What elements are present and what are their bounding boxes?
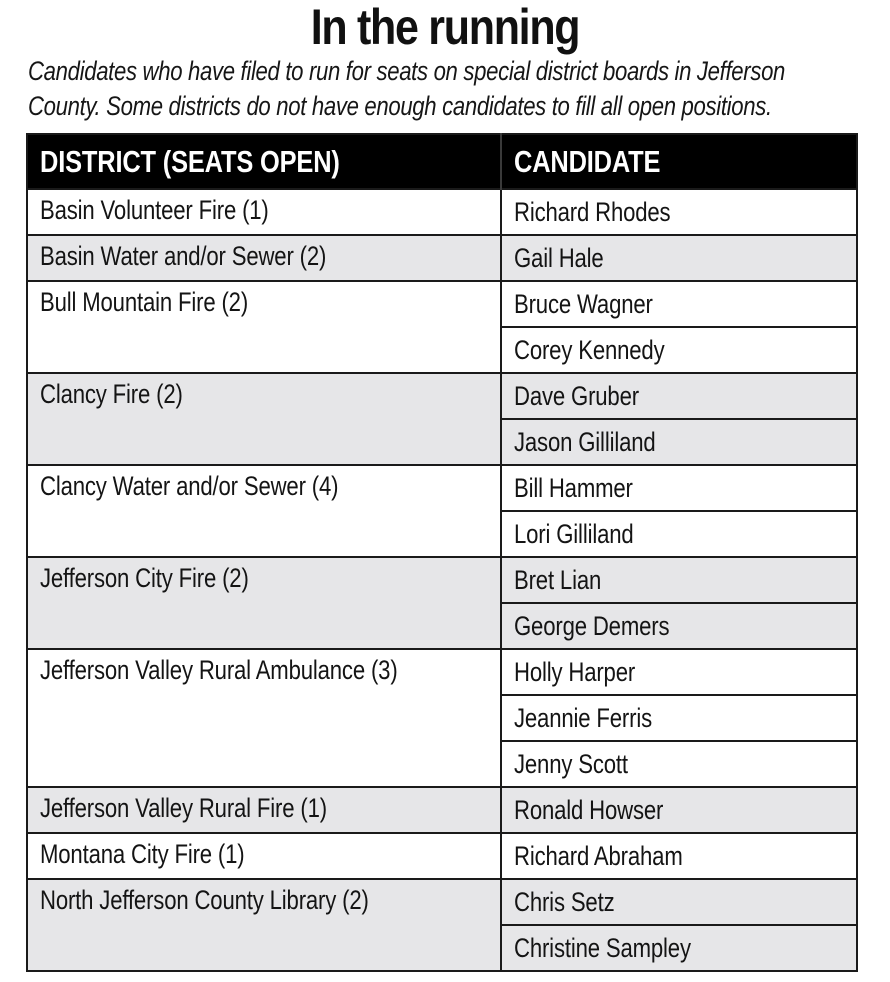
district-name: Clancy Water and/or Sewer (4)	[40, 471, 339, 501]
district-cell	[27, 879, 501, 971]
page-title: In the running	[310, 0, 580, 55]
table-row	[27, 557, 857, 603]
district-cell	[27, 281, 501, 373]
candidate-name: George Demers	[514, 611, 670, 641]
candidate-cell	[501, 419, 857, 465]
district-cell	[27, 833, 501, 879]
column-header-district	[27, 134, 501, 189]
district-cell	[27, 373, 501, 465]
district-name: Basin Volunteer Fire (1)	[40, 195, 269, 225]
candidate-name: Chris Setz	[514, 887, 615, 917]
candidate-cell	[501, 557, 857, 603]
district-cell	[27, 235, 501, 281]
candidate-cell	[501, 833, 857, 879]
candidates-table	[26, 133, 858, 972]
candidate-cell	[501, 603, 857, 649]
candidate-name: Richard Abraham	[514, 841, 683, 871]
table-row	[27, 833, 857, 879]
district-name: Basin Water and/or Sewer (2)	[40, 241, 327, 271]
district-cell	[27, 557, 501, 649]
table-row	[27, 235, 857, 281]
column-header-candidate	[501, 134, 857, 189]
table-row	[27, 189, 857, 235]
column-header-district-label: DISTRICT (SEATS OPEN)	[40, 143, 340, 179]
candidate-name: Christine Sampley	[514, 933, 691, 963]
candidate-cell	[501, 281, 857, 327]
district-cell	[27, 465, 501, 557]
candidate-cell	[501, 695, 857, 741]
district-name: Bull Mountain Fire (2)	[40, 287, 249, 317]
column-header-candidate-label: CANDIDATE	[514, 143, 661, 179]
district-name: North Jefferson County Library (2)	[40, 885, 369, 915]
candidate-cell	[501, 787, 857, 833]
table-row	[27, 373, 857, 419]
candidate-cell	[501, 511, 857, 557]
candidate-name: Corey Kennedy	[514, 335, 665, 365]
candidate-cell	[501, 879, 857, 925]
district-cell	[27, 787, 501, 833]
district-name: Jefferson Valley Rural Fire (1)	[40, 793, 327, 823]
candidate-cell	[501, 327, 857, 373]
candidate-cell	[501, 741, 857, 787]
candidate-cell	[501, 189, 857, 235]
candidate-name: Jeannie Ferris	[514, 703, 652, 733]
candidate-name: Richard Rhodes	[514, 197, 671, 227]
candidate-cell	[501, 925, 857, 971]
candidate-cell	[501, 373, 857, 419]
subtitle-line-2: County. Some districts do not have enough candidates to fill all open positions.	[28, 91, 772, 121]
district-name: Clancy Fire (2)	[40, 379, 183, 409]
candidate-name: Bret Lian	[514, 565, 602, 595]
subtitle-line-1: Candidates who have filed to run for seats on special district boards in Jefferson	[28, 56, 786, 86]
district-cell	[27, 189, 501, 235]
candidate-name: Bill Hammer	[514, 473, 633, 503]
table-row	[27, 879, 857, 925]
table-header-row	[27, 134, 857, 189]
district-cell	[27, 649, 501, 787]
candidate-name: Gail Hale	[514, 243, 604, 273]
candidate-cell	[501, 235, 857, 281]
candidate-name: Jason Gilliland	[514, 427, 656, 457]
subtitle	[28, 54, 848, 124]
district-name: Jefferson Valley Rural Ambulance (3)	[40, 655, 398, 685]
table-row	[27, 281, 857, 327]
table-row	[27, 787, 857, 833]
candidate-name: Lori Gilliland	[514, 519, 634, 549]
candidate-name: Ronald Howser	[514, 795, 664, 825]
candidate-name: Dave Gruber	[514, 381, 639, 411]
candidate-name: Bruce Wagner	[514, 289, 653, 319]
candidate-name: Jenny Scott	[514, 749, 628, 779]
district-name: Jefferson City Fire (2)	[40, 563, 249, 593]
table-row	[27, 465, 857, 511]
candidate-cell	[501, 465, 857, 511]
candidate-cell	[501, 649, 857, 695]
candidate-name: Holly Harper	[514, 657, 636, 687]
district-name: Montana City Fire (1)	[40, 839, 245, 869]
table-row	[27, 649, 857, 695]
